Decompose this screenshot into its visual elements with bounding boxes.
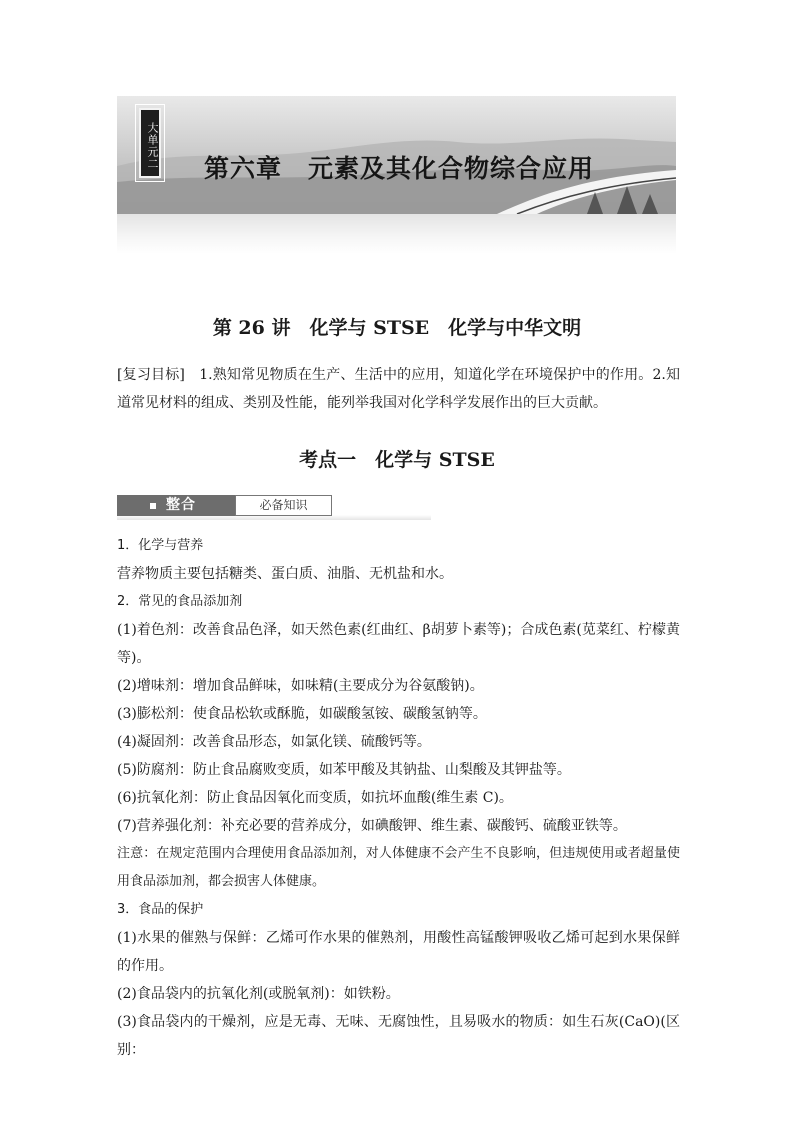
content-body [117, 532, 680, 1064]
content-paragraph: (5)防腐剂：防止食品腐败变质，如苯甲酸及其钠盐、山梨酸及其钾盐等。 [117, 762, 571, 778]
integrate-sublabel: 必备知识 [235, 495, 332, 516]
content-heading: 3．食品的保护 [117, 902, 204, 917]
content-paragraph: (7)营养强化剂：补充必要的营养成分，如碘酸钾、维生素、碳酸钙、硫酸亚铁等。 [117, 818, 627, 834]
content-paragraph: (2)增味剂：增加食品鲜味，如味精(主要成分为谷氨酸钠)。 [117, 678, 484, 694]
lecture-title: 第 26 讲 化学与 STSE 化学与中华文明 [212, 317, 582, 339]
content-paragraph: (1)着色剂：改善食品色泽，如天然色素(红曲红、β胡萝卜素等)；合成色素(苋菜红、柠檬黄等)。 [117, 622, 680, 666]
chapter-title: 第六章 元素及其化合物综合应用 [204, 154, 595, 183]
content-paragraph: (4)凝固剂：改善食品形态，如氯化镁、硫酸钙等。 [117, 734, 431, 750]
square-bullet-icon [150, 503, 156, 509]
unit-tag: 大单元二 [139, 108, 161, 178]
banner-shadow [117, 214, 676, 254]
content-heading: 1．化学与营养 [117, 538, 204, 553]
content-note: 注意：在规定范围内合理使用食品添加剂，对人体健康不会产生不良影响，但违规使用或者超量使用食品添加剂，都会损害人体健康。 [117, 846, 680, 889]
section-title: 考点一 化学与 STSE [299, 449, 495, 471]
content-paragraph: (3)膨松剂：使食品松软或酥脆，如碳酸氢铵、碳酸氢钠等。 [117, 706, 487, 722]
content-heading: 2．常见的食品添加剂 [117, 594, 243, 609]
content-paragraph: (3)食品袋内的干燥剂，应是无毒、无味、无腐蚀性，且易吸水的物质：如生石灰(CaO)(区别： [117, 1014, 680, 1058]
content-paragraph: 营养物质主要包括糖类、蛋白质、油脂、无机盐和水。 [117, 566, 453, 582]
content-paragraph: (6)抗氧化剂：防止食品因氧化而变质，如抗坏血酸(维生素 C)。 [117, 790, 513, 806]
integrate-label: 整合 [166, 497, 196, 513]
content-paragraph: (1)水果的催熟与保鲜：乙烯可作水果的催熟剂，用酸性高锰酸钾吸收乙烯可起到水果保鲜的作用。 [117, 930, 680, 974]
review-objectives: [复习目标] 1.熟知常见物质在生产、生活中的应用，知道化学在环境保护中的作用。2.知道常见材料的组成、类别及性能，能列举我国对化学科学发展作出的巨大贡献。 [117, 367, 680, 411]
content-paragraph: (2)食品袋内的抗氧化剂(或脱氧剂)：如铁粉。 [117, 986, 400, 1002]
